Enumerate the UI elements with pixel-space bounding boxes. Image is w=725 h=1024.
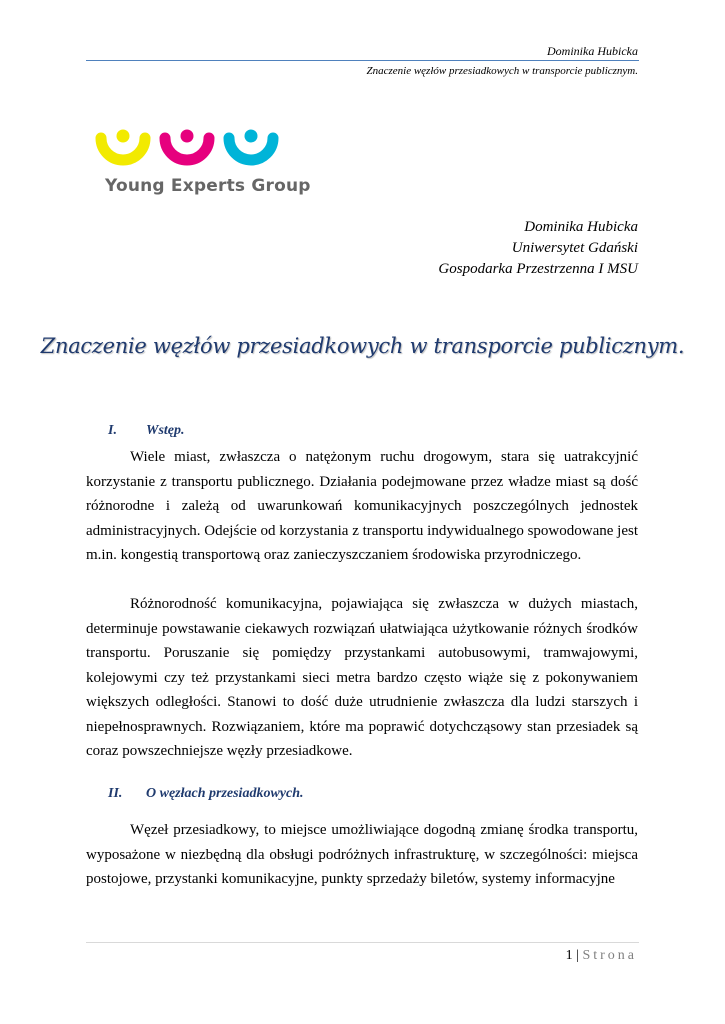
section-number: II. xyxy=(108,786,123,801)
author-name: Dominika Hubicka xyxy=(524,219,638,235)
page-footer xyxy=(566,948,637,964)
author-program: Gospodarka Przestrzenna I MSU xyxy=(438,261,638,277)
header-subtitle: Znaczenie węzłów przesiadkowych w transporcie publicznym. xyxy=(366,65,638,77)
logo-text: Young Experts Group xyxy=(105,176,311,196)
logo-figures-icon xyxy=(93,124,289,180)
header-rule xyxy=(86,60,639,61)
section-title: Wstęp. xyxy=(146,423,185,438)
footer-label: Strona xyxy=(582,948,637,963)
paragraph-3: Węzeł przesiadkowy, to miejsce umożliwiające dogodną zmianę środka transportu, wyposażone w niezbędną dla obsługi podróżnych infrastrukturę, w szczególności: miejsca postojowe, przystanki komunikacyjne, punkty sprzedaży biletów, systemy informacyjne xyxy=(86,822,638,887)
header-author: Dominika Hubicka xyxy=(547,44,638,58)
page-number: 1 xyxy=(565,948,573,963)
author-block xyxy=(438,217,638,280)
footer-separator: | xyxy=(576,948,579,963)
paragraph-2: Różnorodność komunikacyjna, pojawiająca się zwłaszcza w dużych miastach, determinuje powstawanie ciekawych rozwiązań ułatwiająca użytkowanie różnych środków transportu. Poruszanie się pomiędzy przystankami autobusowymi, tramwajowymi, kolejowymi czy też przystankami sieci metra bardzo często wiąże się z pokonywaniem większych odległości. Stanowi to dość duże utrudnienie zwłaszcza dla ludzi starszych i niepełnosprawnych. Rozwiązaniem, które ma poprawić dotychcząsowy stan przesiadek są coraz powszechniejsze węzły przesiadkowe. xyxy=(86,596,638,759)
author-university: Uniwersytet Gdański xyxy=(511,240,638,256)
document-title: Znaczenie węzłów przesiadkowych w transporcie publicznym. xyxy=(40,334,685,358)
section-heading-1 xyxy=(108,423,185,439)
footer-rule xyxy=(86,942,639,943)
section-number: I. xyxy=(108,423,117,438)
section-title: O węzłach przesiadkowych. xyxy=(146,786,304,801)
paragraph-1: Wiele miast, zwłaszcza o natężonym ruchu drogowym, stara się uatrakcyjnić korzystanie z transportu publicznego. Działania podejmowane przez władze miast są dość różnorodne i zależą od uwarunkowań komunikacyjnych poszczególnych jednostek administracyjnych. Odejście od korzystania z transportu indywidualnego spowodowane jest m.in. kongestią transportową oraz zanieczyszczaniem środowiska przyrodniczego. xyxy=(86,449,638,563)
young-experts-group-logo xyxy=(93,124,311,202)
section-heading-2 xyxy=(108,786,304,802)
